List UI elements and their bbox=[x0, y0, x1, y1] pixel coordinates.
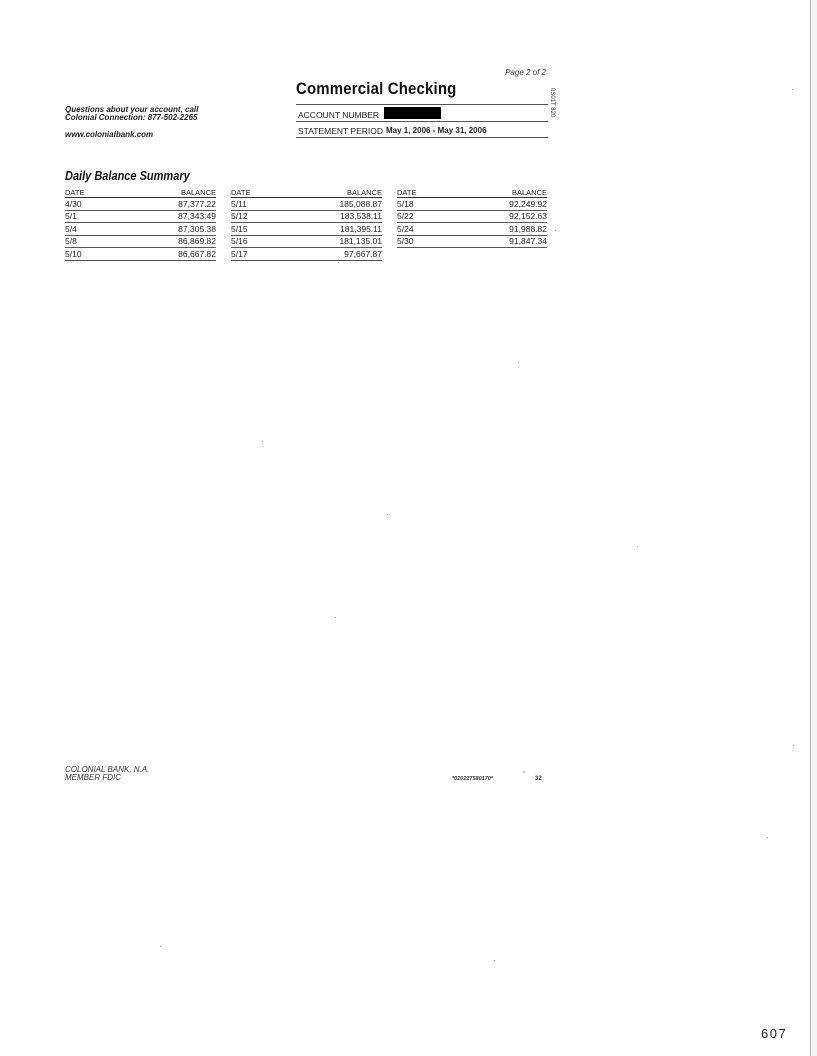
scan-speck bbox=[335, 617, 336, 618]
balance-cell: 87,377.22 bbox=[125, 198, 216, 211]
page-indicator: Page 2 of 2 bbox=[505, 68, 546, 77]
table-row bbox=[397, 235, 547, 248]
balance-table-3 bbox=[397, 187, 547, 248]
bank-name: COLONIAL BANK, N.A. bbox=[65, 765, 150, 774]
scan-speck bbox=[793, 745, 794, 746]
table-header-row bbox=[231, 187, 382, 198]
date-cell: 5/18 bbox=[397, 198, 457, 211]
scan-mark: ˇ bbox=[523, 772, 526, 779]
statement-period-label: STATEMENT PERIOD bbox=[298, 126, 384, 136]
balance-cell: 183,538.11 bbox=[291, 210, 382, 223]
account-number-redaction bbox=[384, 107, 441, 119]
contact-phone: Colonial Connection: 877-502-2265 bbox=[65, 113, 198, 122]
balance-table-1 bbox=[65, 187, 216, 261]
balance-cell: 181,135.01 bbox=[291, 235, 382, 248]
balance-cell: 181,395.11 bbox=[291, 223, 382, 236]
balance-cell: 92,152.63 bbox=[457, 210, 547, 223]
date-cell: 5/4 bbox=[65, 223, 125, 236]
table-row bbox=[65, 248, 216, 261]
scan-speck bbox=[637, 546, 638, 547]
balance-cell: 86,869.82 bbox=[125, 235, 216, 248]
table-row bbox=[231, 223, 382, 236]
bates-stamp: 607 bbox=[761, 1026, 788, 1041]
scan-speck bbox=[494, 960, 495, 961]
daily-balance-title: Daily Balance Summary bbox=[65, 169, 190, 183]
balance-cell: 91,988.82 bbox=[457, 223, 547, 236]
date-header: DATE bbox=[231, 187, 291, 198]
date-cell: 5/24 bbox=[397, 223, 457, 236]
scan-speck bbox=[518, 362, 519, 363]
table-row bbox=[231, 198, 382, 211]
table-row bbox=[231, 248, 382, 261]
document-code: *020227580170* bbox=[452, 776, 493, 782]
document-title: Commercial Checking bbox=[296, 79, 457, 98]
date-cell: 5/12 bbox=[231, 210, 291, 223]
bank-footer bbox=[65, 766, 149, 782]
date-cell: 5/11 bbox=[231, 198, 291, 211]
table-row bbox=[65, 210, 216, 223]
date-cell: 5/10 bbox=[65, 248, 125, 261]
vertical-code: 0S01T 820 bbox=[549, 88, 555, 118]
date-cell: 5/1 bbox=[65, 210, 125, 223]
header-rule-mid bbox=[296, 121, 548, 122]
date-cell: 5/15 bbox=[231, 223, 291, 236]
table-row bbox=[65, 235, 216, 248]
balance-header: BALANCE bbox=[125, 187, 216, 198]
scan-speck bbox=[792, 89, 793, 90]
scan-speck bbox=[387, 514, 388, 515]
scan-speck bbox=[338, 262, 339, 263]
questions-line: Questions about your account, call bbox=[65, 105, 199, 114]
balance-cell: 92,249.92 bbox=[457, 198, 547, 211]
table-row bbox=[397, 210, 547, 223]
scan-speck bbox=[262, 441, 263, 442]
balance-cell: 87,305.38 bbox=[125, 223, 216, 236]
balance-cell: 86,667.82 bbox=[125, 248, 216, 261]
page-code: 32 bbox=[535, 776, 542, 782]
balance-cell: 87,343.49 bbox=[125, 210, 216, 223]
scan-speck bbox=[767, 837, 768, 838]
table-header-row bbox=[397, 187, 547, 198]
date-header: DATE bbox=[397, 187, 457, 198]
table-row bbox=[65, 223, 216, 236]
date-cell: 5/16 bbox=[231, 235, 291, 248]
statement-period-value: May 1, 2006 - May 31, 2006 bbox=[386, 126, 487, 135]
table-row bbox=[231, 210, 382, 223]
balance-cell: 97,667.87 bbox=[291, 248, 382, 261]
date-cell: 5/17 bbox=[231, 248, 291, 261]
account-number-label: ACCOUNT NUMBER bbox=[298, 110, 380, 120]
balance-header: BALANCE bbox=[291, 187, 382, 198]
member-fdic: MEMBER FDIC bbox=[65, 773, 121, 782]
balance-cell: 185,088.87 bbox=[291, 198, 382, 211]
scan-speck bbox=[555, 230, 556, 231]
table-row bbox=[397, 198, 547, 211]
bank-website: www.colonialbank.com bbox=[65, 130, 154, 139]
date-cell: 5/8 bbox=[65, 235, 125, 248]
balance-header: BALANCE bbox=[457, 187, 547, 198]
balance-table-2 bbox=[231, 187, 382, 261]
table-header-row bbox=[65, 187, 216, 198]
header-rule-bottom bbox=[296, 137, 548, 138]
scan-edge bbox=[810, 0, 817, 1056]
table-row bbox=[397, 223, 547, 236]
date-cell: 5/22 bbox=[397, 210, 457, 223]
header-rule-top bbox=[296, 104, 548, 105]
date-header: DATE bbox=[65, 187, 125, 198]
balance-cell: 91,847.34 bbox=[457, 235, 547, 248]
date-cell: 5/30 bbox=[397, 235, 457, 248]
table-row bbox=[231, 235, 382, 248]
table-row bbox=[65, 198, 216, 211]
date-cell: 4/30 bbox=[65, 198, 125, 211]
scan-speck bbox=[160, 946, 161, 947]
